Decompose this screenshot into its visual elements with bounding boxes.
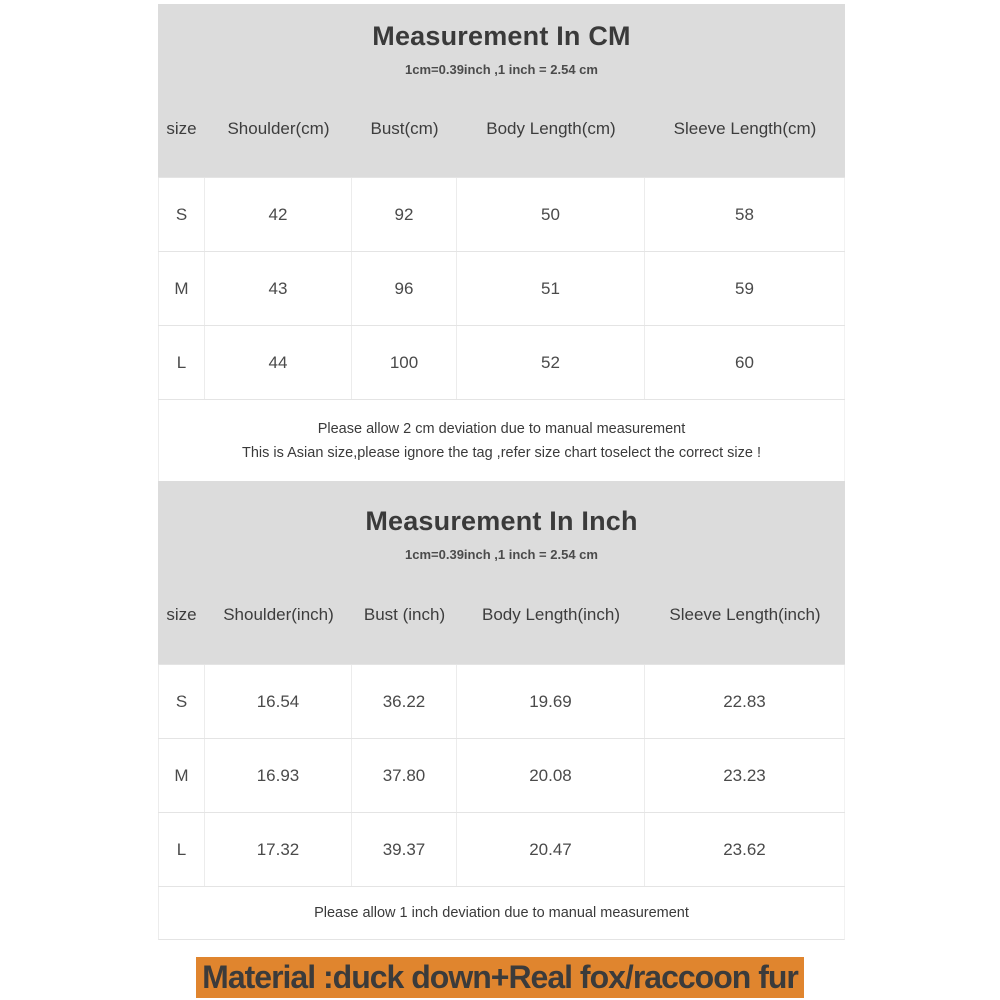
cm-notes	[158, 400, 845, 481]
cm-subtitle: 1cm=0.39inch ,1 inch = 2.54 cm	[405, 62, 598, 77]
cm-size-table	[158, 177, 845, 400]
cell-size: S	[158, 665, 205, 738]
cell-sleeve-length: 23.62	[645, 813, 845, 886]
cm-section-header	[158, 4, 845, 177]
table-row-m-inch	[158, 739, 845, 813]
cell-sleeve-length: 59	[645, 252, 845, 325]
cell-shoulder: 42	[205, 178, 352, 251]
material-banner-row	[0, 957, 1000, 998]
inch-title: Measurement In Inch	[365, 506, 638, 536]
cell-body-length: 20.08	[457, 739, 645, 812]
table-row-m-cm	[158, 252, 845, 326]
cm-note-deviation: Please allow 2 cm deviation due to manual measurement	[317, 421, 686, 437]
cm-col-body-length: Body Length(cm)	[486, 118, 616, 138]
inch-col-sleeve-length: Sleeve Length(inch)	[669, 604, 821, 624]
cell-shoulder: 17.32	[205, 813, 352, 886]
cell-bust: 100	[352, 326, 457, 399]
inch-col-size: size	[166, 604, 197, 624]
table-row-l-inch	[158, 813, 845, 887]
cell-bust: 36.22	[352, 665, 457, 738]
cell-bust: 92	[352, 178, 457, 251]
cm-title: Measurement In CM	[372, 21, 631, 51]
cell-body-length: 20.47	[457, 813, 645, 886]
table-row-l-cm	[158, 326, 845, 400]
cell-sleeve-length: 22.83	[645, 665, 845, 738]
cell-body-length: 19.69	[457, 665, 645, 738]
cm-col-bust: Bust(cm)	[370, 118, 439, 138]
cm-column-headers	[158, 80, 845, 177]
cell-bust: 37.80	[352, 739, 457, 812]
cell-size: S	[158, 178, 205, 251]
cm-note-asian-size: This is Asian size,please ignore the tag ,refer size chart toselect the correct size !	[241, 445, 762, 461]
cell-sleeve-length: 23.23	[645, 739, 845, 812]
cell-size: M	[158, 252, 205, 325]
cell-shoulder: 44	[205, 326, 352, 399]
inch-size-table	[158, 664, 845, 887]
cell-size: M	[158, 739, 205, 812]
inch-col-bust: Bust (inch)	[363, 604, 446, 624]
cm-col-shoulder: Shoulder(cm)	[227, 118, 330, 138]
inch-column-headers	[158, 565, 845, 664]
size-chart-sheet	[158, 0, 845, 940]
cell-shoulder: 16.54	[205, 665, 352, 738]
cell-size: L	[158, 813, 205, 886]
cell-shoulder: 43	[205, 252, 352, 325]
inch-section-header	[158, 481, 845, 664]
inch-col-shoulder: Shoulder(inch)	[223, 604, 334, 624]
cell-body-length: 50	[457, 178, 645, 251]
cell-body-length: 51	[457, 252, 645, 325]
cell-sleeve-length: 60	[645, 326, 845, 399]
cell-sleeve-length: 58	[645, 178, 845, 251]
inch-subtitle: 1cm=0.39inch ,1 inch = 2.54 cm	[405, 547, 598, 562]
table-row-s-inch	[158, 665, 845, 739]
cell-bust: 39.37	[352, 813, 457, 886]
cell-shoulder: 16.93	[205, 739, 352, 812]
inch-note	[158, 887, 845, 940]
material-banner: Material :duck down+Real fox/raccoon fur	[196, 957, 804, 998]
inch-note-deviation: Please allow 1 inch deviation due to manual measurement	[314, 905, 689, 921]
table-row-s-cm	[158, 178, 845, 252]
inch-col-body-length: Body Length(inch)	[482, 604, 620, 624]
cell-body-length: 52	[457, 326, 645, 399]
cell-bust: 96	[352, 252, 457, 325]
cm-col-size: size	[166, 118, 197, 138]
cell-size: L	[158, 326, 205, 399]
cm-col-sleeve-length: Sleeve Length(cm)	[673, 118, 817, 138]
